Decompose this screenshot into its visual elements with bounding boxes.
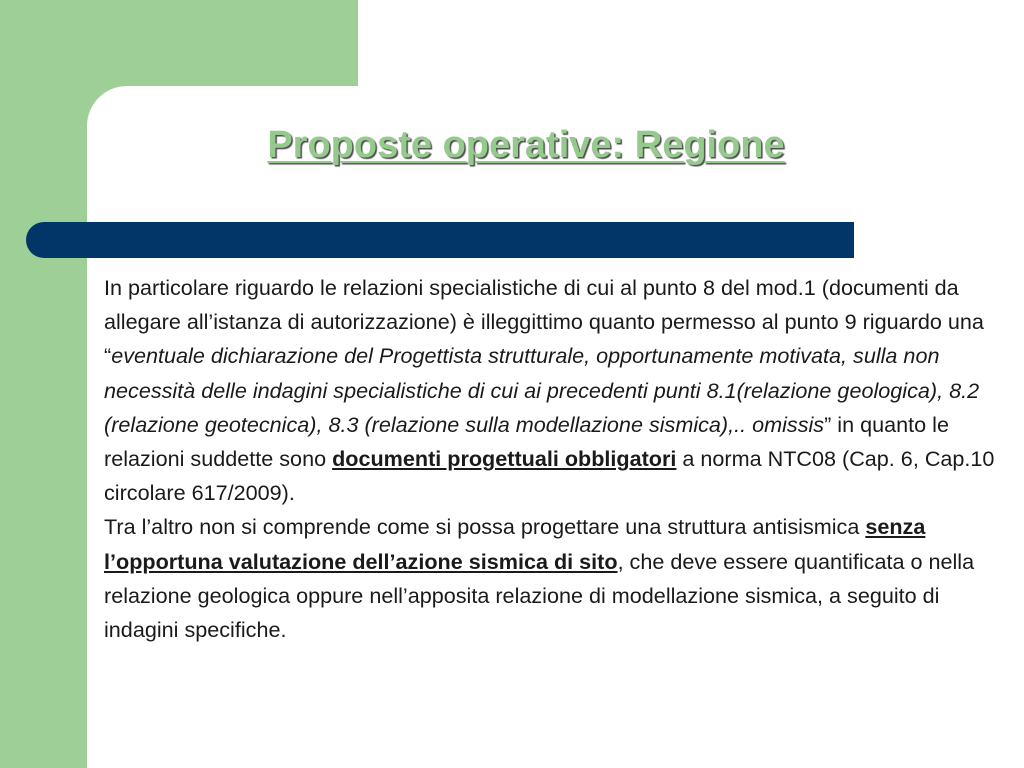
quote-close-mark: ”	[824, 411, 832, 437]
paragraph-2-end: , che deve essere quantificata o nella relazione geologica oppure nell’apposita relazione di modellazione sismica, a seguito di indagini specifiche.	[104, 548, 975, 643]
quoted-declaration: eventuale dichiarazione del Progettista strutturale, opportunamente motivata, sulla non necessità delle indagini specialistiche di cui ai precedenti punti 8.1(relazione geologica), 8.2 (relazione geotecnica), 8.3 (relazione sulla modellazione sismica),.. omissis	[104, 343, 980, 437]
slide-title: Proposte operative: Regione	[267, 124, 785, 166]
emphasis-documenti-obbligatori: documenti progettuali obbligatori	[332, 446, 677, 472]
quote-open-mark: “	[104, 343, 112, 369]
slide-body	[104, 271, 1016, 647]
title-divider-bar	[26, 222, 854, 258]
paragraph-2	[104, 510, 1016, 647]
paragraph-1-end: a norma NTC08 (Cap. 6, Cap.10 circolare 617/2009).	[104, 446, 995, 506]
paragraph-1	[104, 271, 1016, 510]
paragraph-1-intro: In particolare riguardo le relazioni specialistiche di cui al punto 8 del mod.1 (documenti da allegare all’istanza di autorizzazione) è illeggittimo quanto permesso al punto 9 riguardo una	[104, 275, 984, 335]
paragraph-2-intro: Tra l’altro non si comprende come si possa progettare una struttura antisismica	[104, 514, 866, 540]
emphasis-azione-sismica: senza l’opportuna valutazione dell’azione sismica di sito	[104, 514, 926, 574]
left-green-strip	[0, 0, 87, 768]
paragraph-1-middle: in quanto le relazioni suddette sono	[104, 411, 949, 472]
